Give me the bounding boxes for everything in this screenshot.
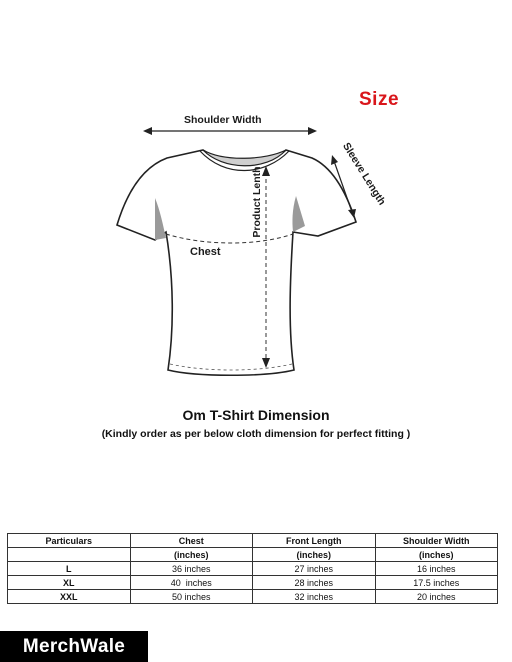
shoulder-width-cell: 16 inches xyxy=(375,562,498,576)
chest-cell: 36 inches xyxy=(130,562,253,576)
shoulder-width-cell: 20 inches xyxy=(375,590,498,604)
header-chest: Chest xyxy=(130,534,253,548)
table-row xyxy=(8,590,498,604)
size-cell: L xyxy=(8,562,131,576)
header-shoulder-width: Shoulder Width xyxy=(375,534,498,548)
product-length-label: Product Lenth xyxy=(251,166,263,238)
table-row xyxy=(8,576,498,590)
front-length-cell: 28 inches xyxy=(253,576,376,590)
header-particulars: Particulars xyxy=(8,534,131,548)
chest-cell: 40 inches xyxy=(130,576,253,590)
front-length-cell: 27 inches xyxy=(253,562,376,576)
shoulder-width-arrow xyxy=(143,127,317,135)
sleeve-length-label: Sleeve Length xyxy=(340,140,388,208)
shoulder-width-cell: 17.5 inches xyxy=(375,576,498,590)
brand-logo: MerchWale xyxy=(0,631,148,662)
dimension-title: Om T-Shirt Dimension xyxy=(182,407,330,423)
table-header-row xyxy=(8,534,498,548)
shoulder-width-label: Shoulder Width xyxy=(184,114,262,126)
unit-particulars xyxy=(8,548,131,562)
tshirt-outline xyxy=(117,150,356,375)
chest-cell: 50 inches xyxy=(130,590,253,604)
unit-front-length: (inches) xyxy=(253,548,376,562)
header-front-length: Front Length xyxy=(253,534,376,548)
size-cell: XXL xyxy=(8,590,131,604)
dimension-subtitle: (Kindly order as per below cloth dimension for perfect fitting ) xyxy=(101,428,411,440)
size-cell: XL xyxy=(8,576,131,590)
size-heading: Size xyxy=(359,89,400,110)
front-length-cell: 32 inches xyxy=(253,590,376,604)
unit-shoulder-width: (inches) xyxy=(375,548,498,562)
table-row xyxy=(8,562,498,576)
unit-chest: (inches) xyxy=(130,548,253,562)
table-units-row xyxy=(8,548,498,562)
chest-label: Chest xyxy=(190,246,221,258)
size-chart-table xyxy=(7,533,498,604)
